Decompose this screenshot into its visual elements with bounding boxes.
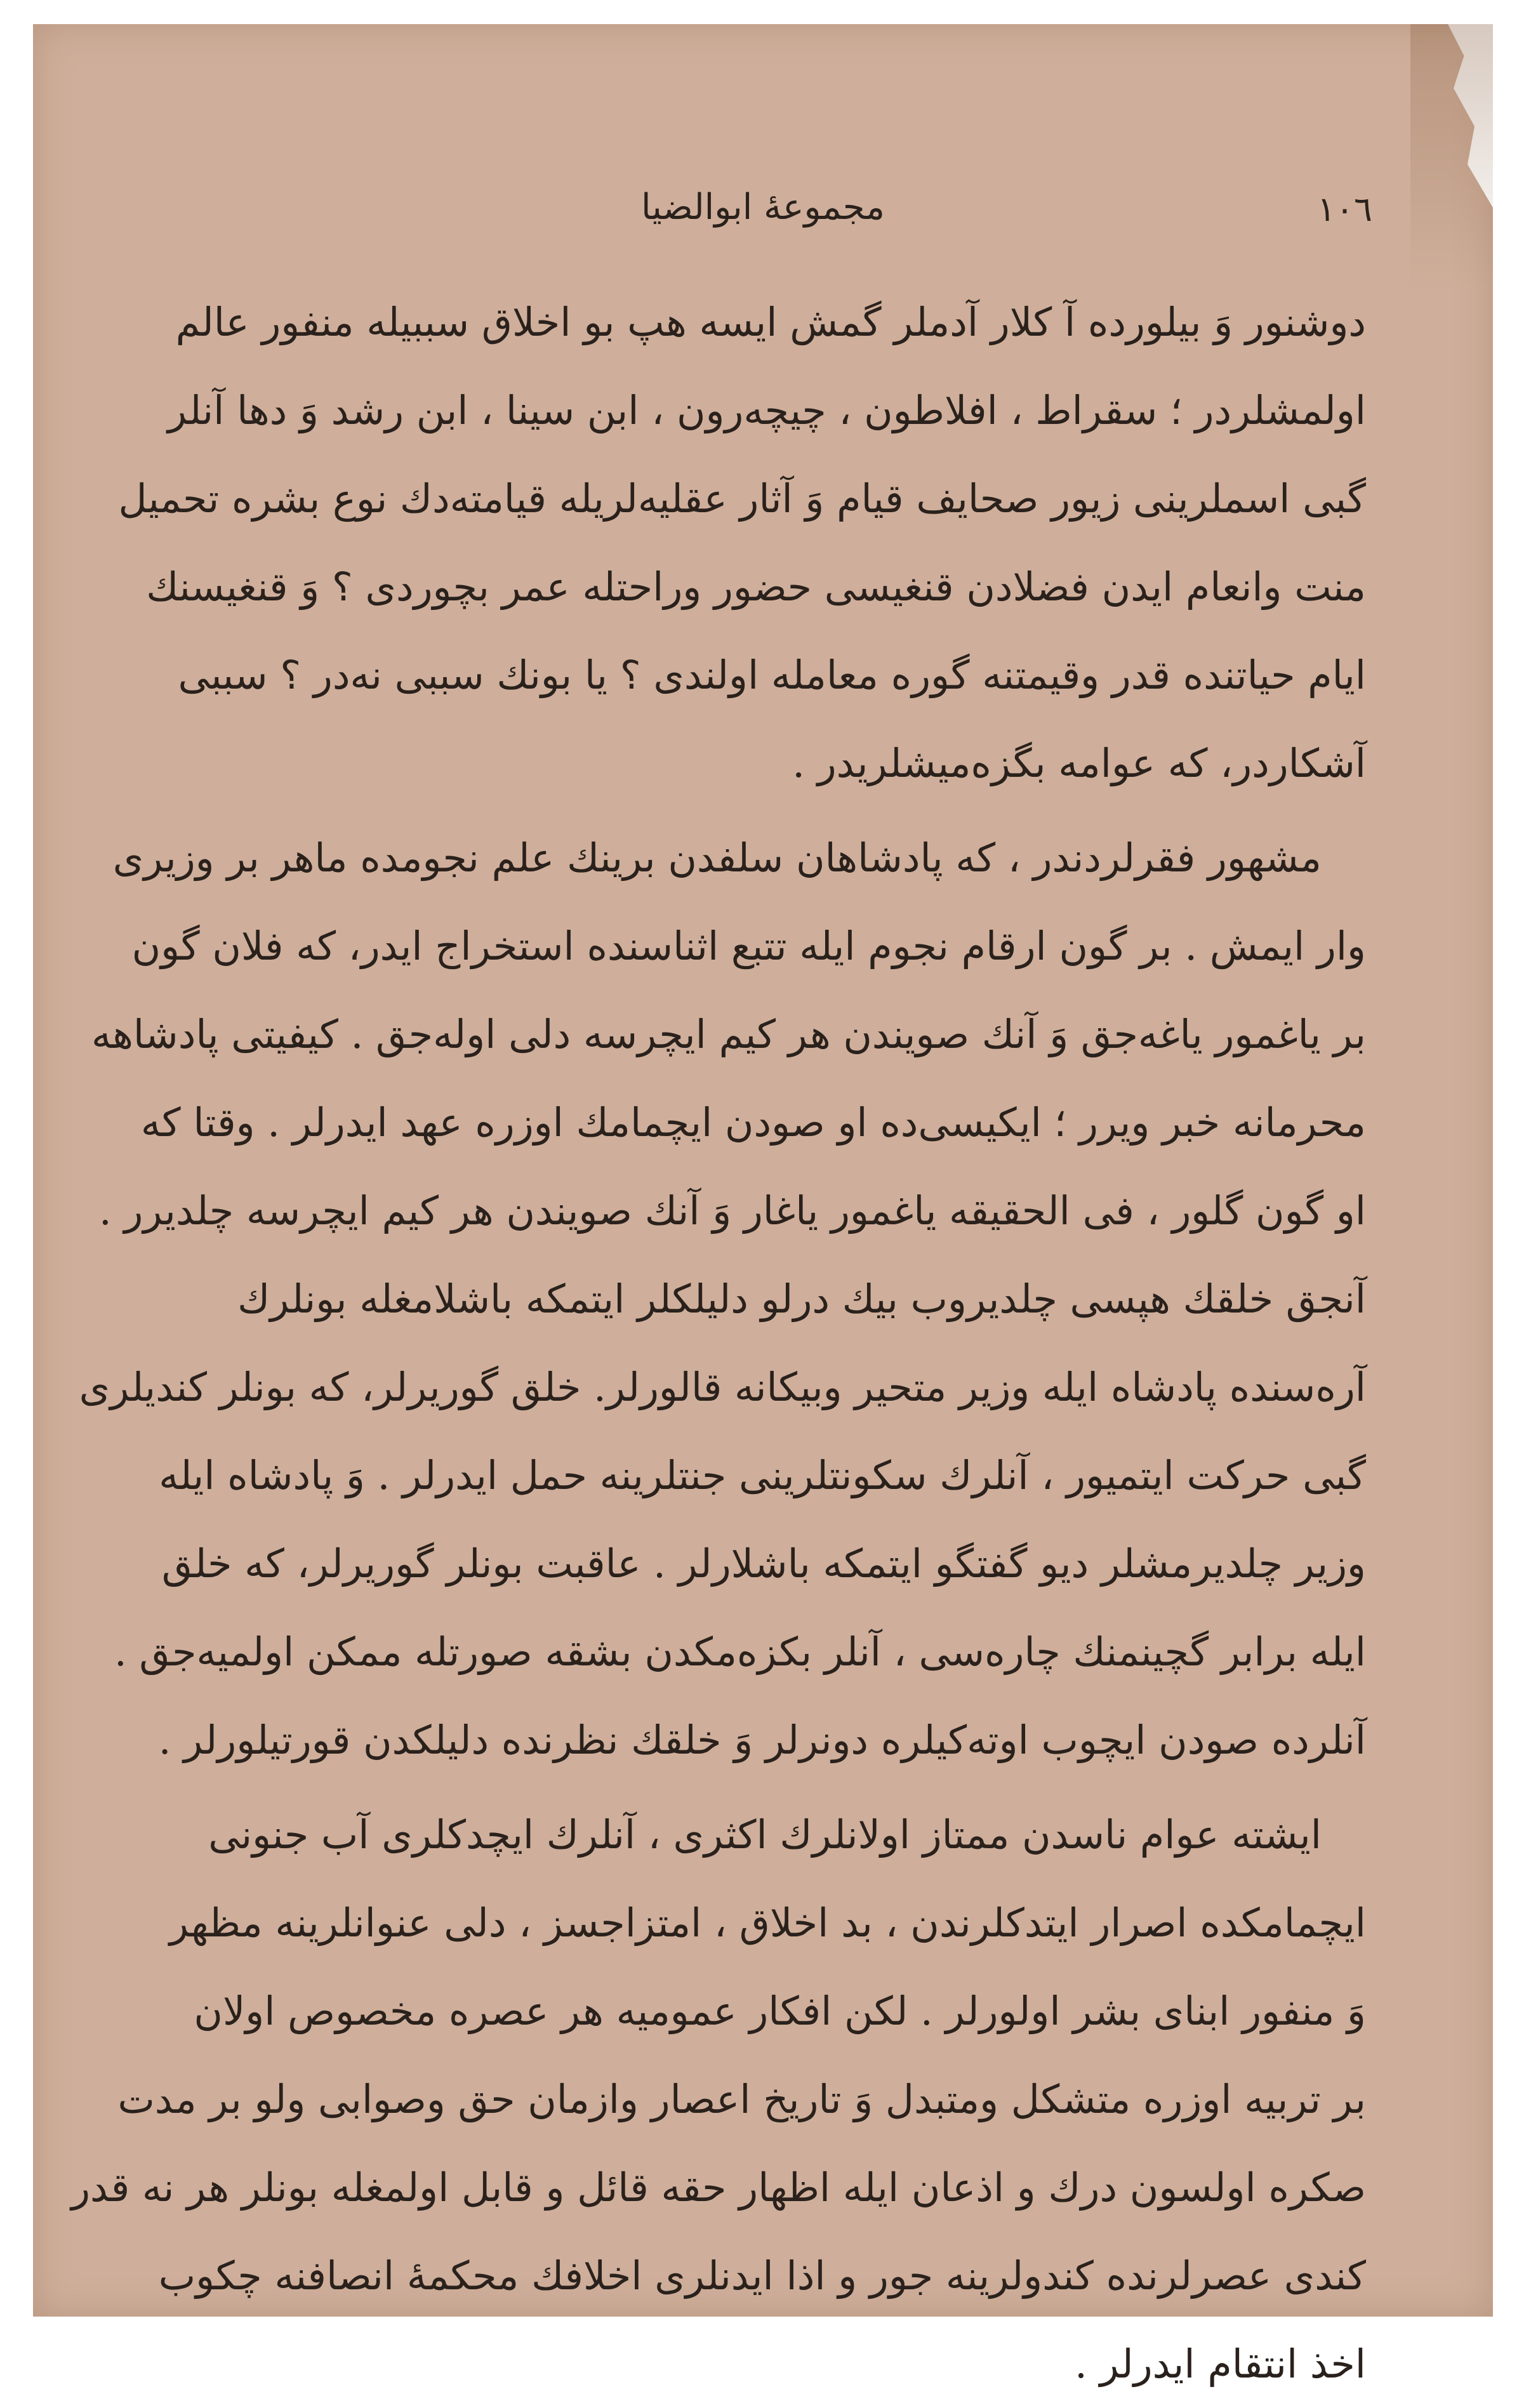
page-number: ١٠٦: [1316, 189, 1372, 229]
paragraph: [71, 1790, 1366, 2408]
text-line: منت وانعام ایدن فضلادن قنغیسی حضور وراحتله عمر بچوردی ؟ وَ قنغیسنك: [146, 564, 1366, 610]
text-line: او گون گلور ، فی الحقیقه یاغمور یاغار وَ آنك صویندن هر کیم ایچرسه چلدیرر .: [99, 1187, 1366, 1234]
paragraph: [79, 814, 1366, 1784]
book-page: [33, 24, 1493, 2387]
text-line: اخذ انتقام ایدرلر .: [1075, 2341, 1366, 2387]
text-line: آنجق خلقك هپسی چلدیروب بیك درلو دلیلکلر ایتمکه باشلامغله بونلرك: [237, 1276, 1366, 1322]
page-header: [141, 176, 1385, 246]
text-line: ایچمامکده اصرار ایتدکلرندن ، بد اخلاق ، امتزاجسز ، دلی عنوانلرینه مظهر: [169, 1900, 1366, 1946]
paragraph: [118, 278, 1366, 807]
paragraph-gap: [141, 807, 1366, 814]
text-line: بر تربیه اوزره متشکل ومتبدل وَ تاریخ اعصار وازمان حق وصوابی ولو بر مدت: [117, 2076, 1366, 2122]
text-line: اولمشلردر ؛ سقراط ، افلاطون ، چیچه‌رون ، ابن سینا ، ابن رشد وَ دها آنلر: [168, 387, 1366, 433]
text-line: محرمانه خبر ویرر ؛ ایکیسی‌ده او صودن ایچمامك اوزره عهد ایدرلر . وقتا که: [140, 1099, 1366, 1146]
text-line: آشکاردر، که عوامه بگزه‌میشلریدر .: [792, 740, 1366, 786]
running-title: مجموعهٔ ابوالضیا: [641, 187, 885, 228]
text-line: گبی حرکت ایتمیور ، آنلرك سکونتلرینی جنتلرینه حمل ایدرلر . وَ پادشاه ایله: [159, 1452, 1366, 1498]
text-line: ایام حیاتنده قدر وقیمتنه گوره معامله اولندی ؟ یا بونك سببی نه‌در ؟ سببی: [178, 652, 1366, 698]
text-line: آنلرده صودن ایچوب اوته‌کیلره دونرلر وَ خلقك نظرنده دلیلکدن قورتیلورلر .: [158, 1717, 1366, 1763]
text-line: مشهور فقرلردندر ، که پادشاهان سلفدن برینك علم نجومده ماهر بر وزیری: [112, 835, 1322, 881]
text-line: وزیر چلدیرمشلر دیو گفتگو ایتمکه باشلارلر . عاقبت بونلر گوریرلر، که خلق: [161, 1540, 1366, 1587]
text-line: وَ منفور ابنای بشر اولورلر . لکن افکار عمومیه هر عصره مخصوص اولان: [194, 1988, 1366, 2034]
text-line: صکره اولسون درك و اذعان ایله اظهار حقه قائل و قابل اولمغله بونلر هر نه قدر: [71, 2164, 1366, 2211]
text-line: وار ایمش . بر گون ارقام نجوم ایله تتبع اثناسنده استخراج ایدر، که فلان گون: [131, 923, 1366, 969]
text-line: آره‌سنده پادشاه ایله وزیر متحیر وبیکانه قالورلر. خلق گوریرلر، که بونلر کندیلری: [79, 1364, 1366, 1410]
text-line: گبی اسملرینی زیور صحایف قیام وَ آثار عقلیه‌لریله قیامته‌دك نوع بشره تحمیل: [118, 475, 1366, 522]
text-line: دوشنور وَ بیلورده آ کلار آدملر گمش ایسه هپ بو اخلاق سببیله منفور عالم: [175, 299, 1366, 345]
body-text: [71, 278, 1366, 2408]
text-line: بر یاغمور یاغه‌جق وَ آنك صویندن هر کیم ایچرسه دلی اوله‌جق . کیفیتی پادشاهه: [91, 1011, 1366, 1057]
torn-corner: [1426, 22, 1495, 212]
text-line: ایله برابر گچینمنك چاره‌سی ، آنلر بکزه‌مکدن بشقه صورتله ممکن اولمیه‌جق .: [114, 1629, 1366, 1675]
paragraph-gap: [141, 1784, 1366, 1790]
text-line: ایشته عوام ناسدن ممتاز اولانلرك اکثری ، آنلرك ایچدکلری آب جنونی: [208, 1811, 1322, 1858]
text-line: کندی عصرلرنده کندولرینه جور و اذا ایدنلری اخلافك محکمهٔ انصافنه چکوب: [158, 2253, 1366, 2299]
